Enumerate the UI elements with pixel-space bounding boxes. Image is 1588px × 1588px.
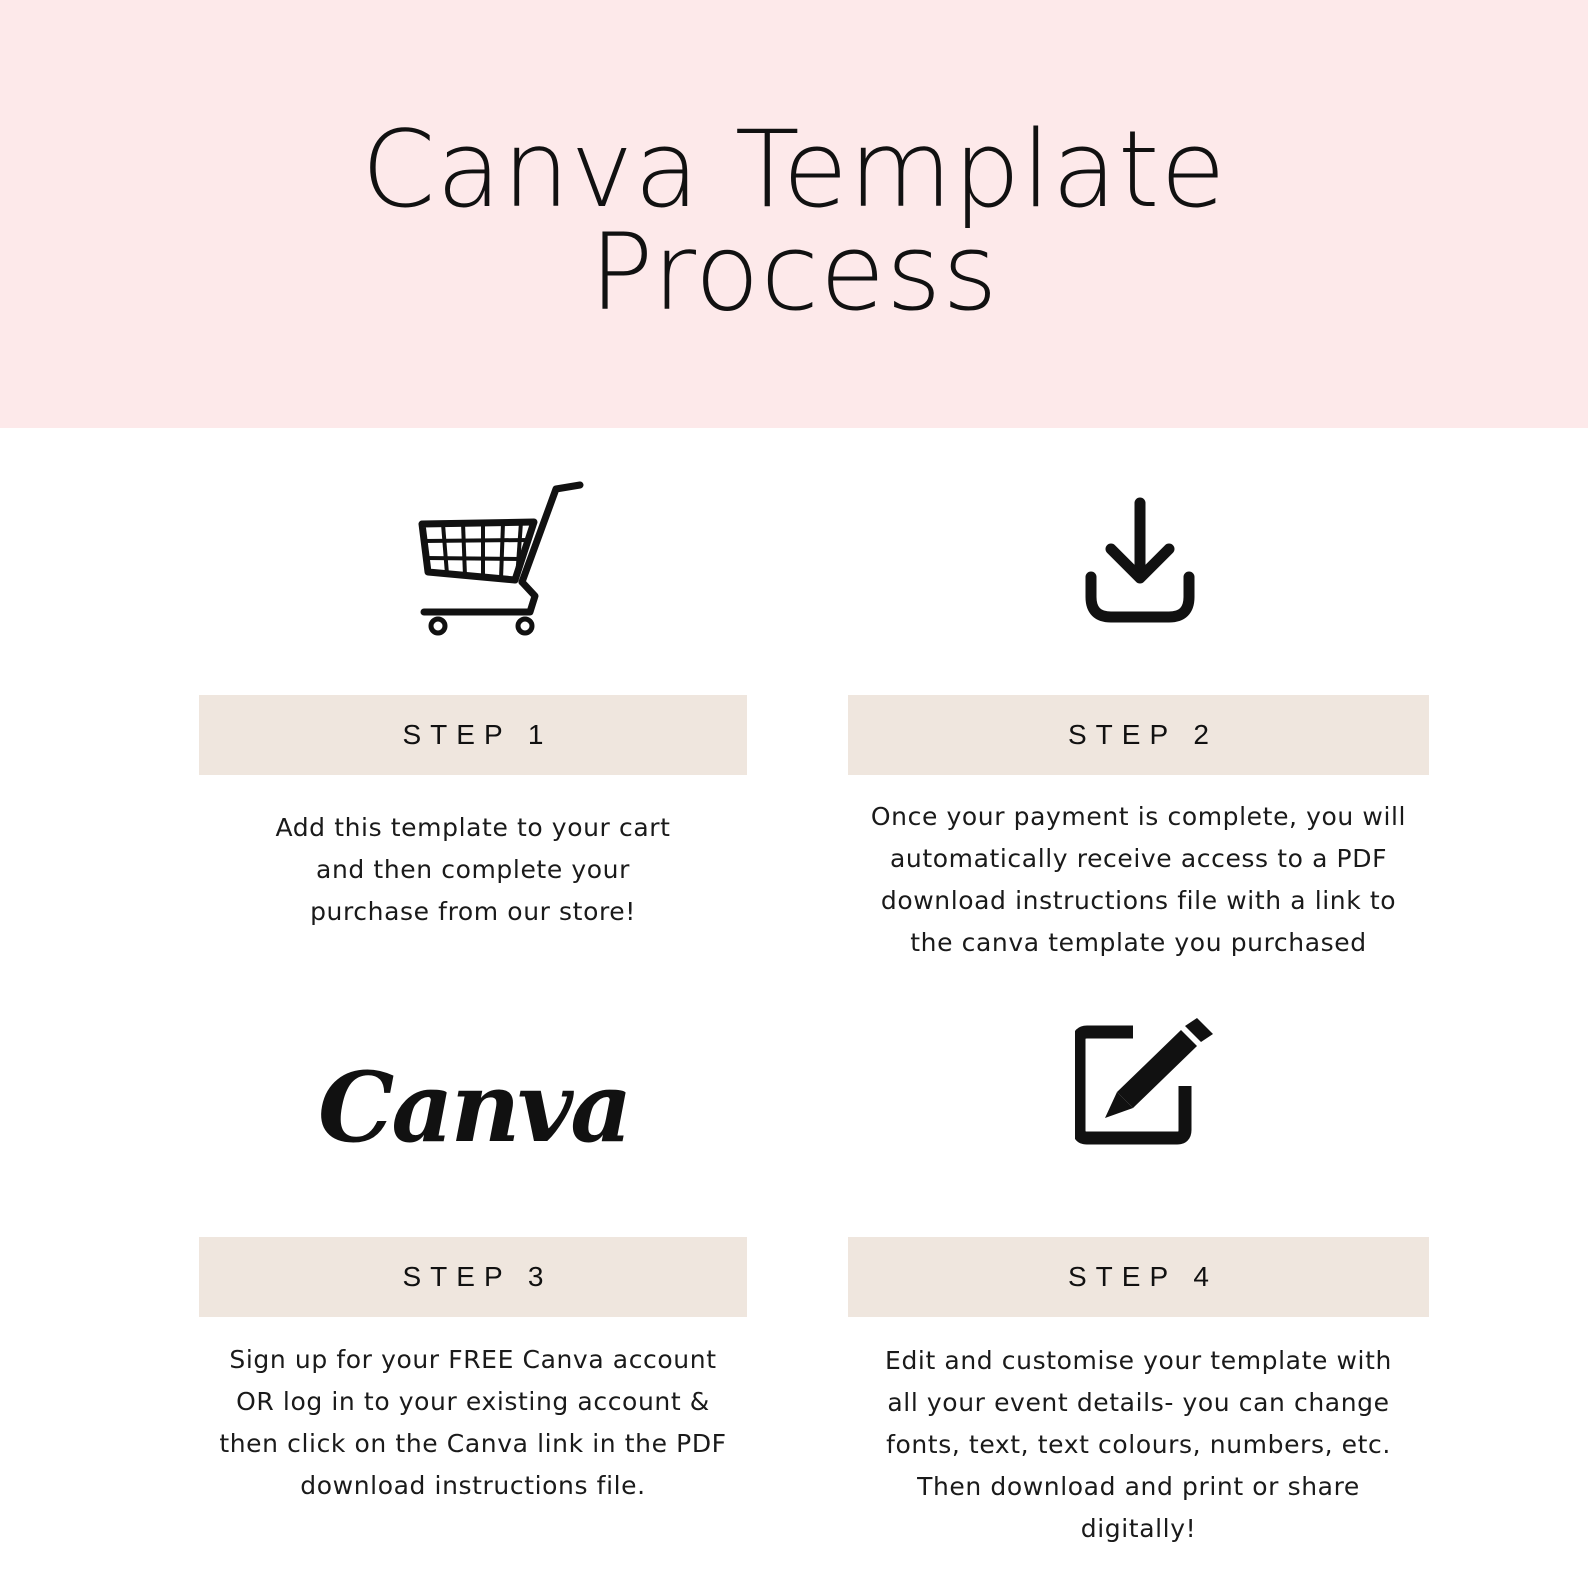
canva-logo: Canva [318,1051,630,1164]
step-4-label: STEP 4 [1068,1261,1218,1292]
step-1-line: and then complete your [316,855,630,884]
step-2-line: the canva template you purchased [910,928,1367,957]
step-2-line: Once your payment is complete, you will [870,802,1407,831]
step-1-line: purchase from our store! [310,897,636,926]
step-3-description [189,1339,757,1507]
page-title-line-2: Process [589,211,999,334]
edit-icon [1075,1018,1213,1146]
step-1-label: STEP 1 [402,719,553,750]
step-2-label: STEP 2 [1068,719,1218,750]
step-3-line: OR log in to your existing account & [236,1387,710,1416]
step-2-band [848,695,1429,775]
step-3-band [199,1237,747,1317]
download-icon [1083,497,1197,625]
page-title-line-1: Canva Template [361,108,1227,231]
step-1-band [199,695,747,775]
step-3-label: STEP 3 [402,1261,553,1292]
step-4-line: fonts, text, text colours, numbers, etc. [886,1430,1391,1459]
step-2-line: download instructions file with a link to [880,886,1397,915]
step-4-band [848,1237,1429,1317]
step-1-line: Add this template to your cart [275,813,671,842]
step-3-line: Sign up for your FREE Canva account [229,1345,717,1374]
step-3-line: download instructions file. [300,1471,646,1500]
step-2-description [838,796,1439,964]
step-4-description [838,1340,1439,1550]
step-1-description [199,807,747,933]
shopping-cart-icon [418,480,588,640]
step-4-line: Then download and print or share [917,1472,1360,1501]
step-3-line: then click on the Canva link in the PDF [219,1429,727,1458]
step-4-line: digitally! [1080,1514,1197,1543]
step-4-line: all your event details- you can change [887,1388,1390,1417]
step-2-line: automatically receive access to a PDF [889,844,1388,873]
header-banner [0,0,1588,428]
step-4-line: Edit and customise your template with [885,1346,1392,1375]
